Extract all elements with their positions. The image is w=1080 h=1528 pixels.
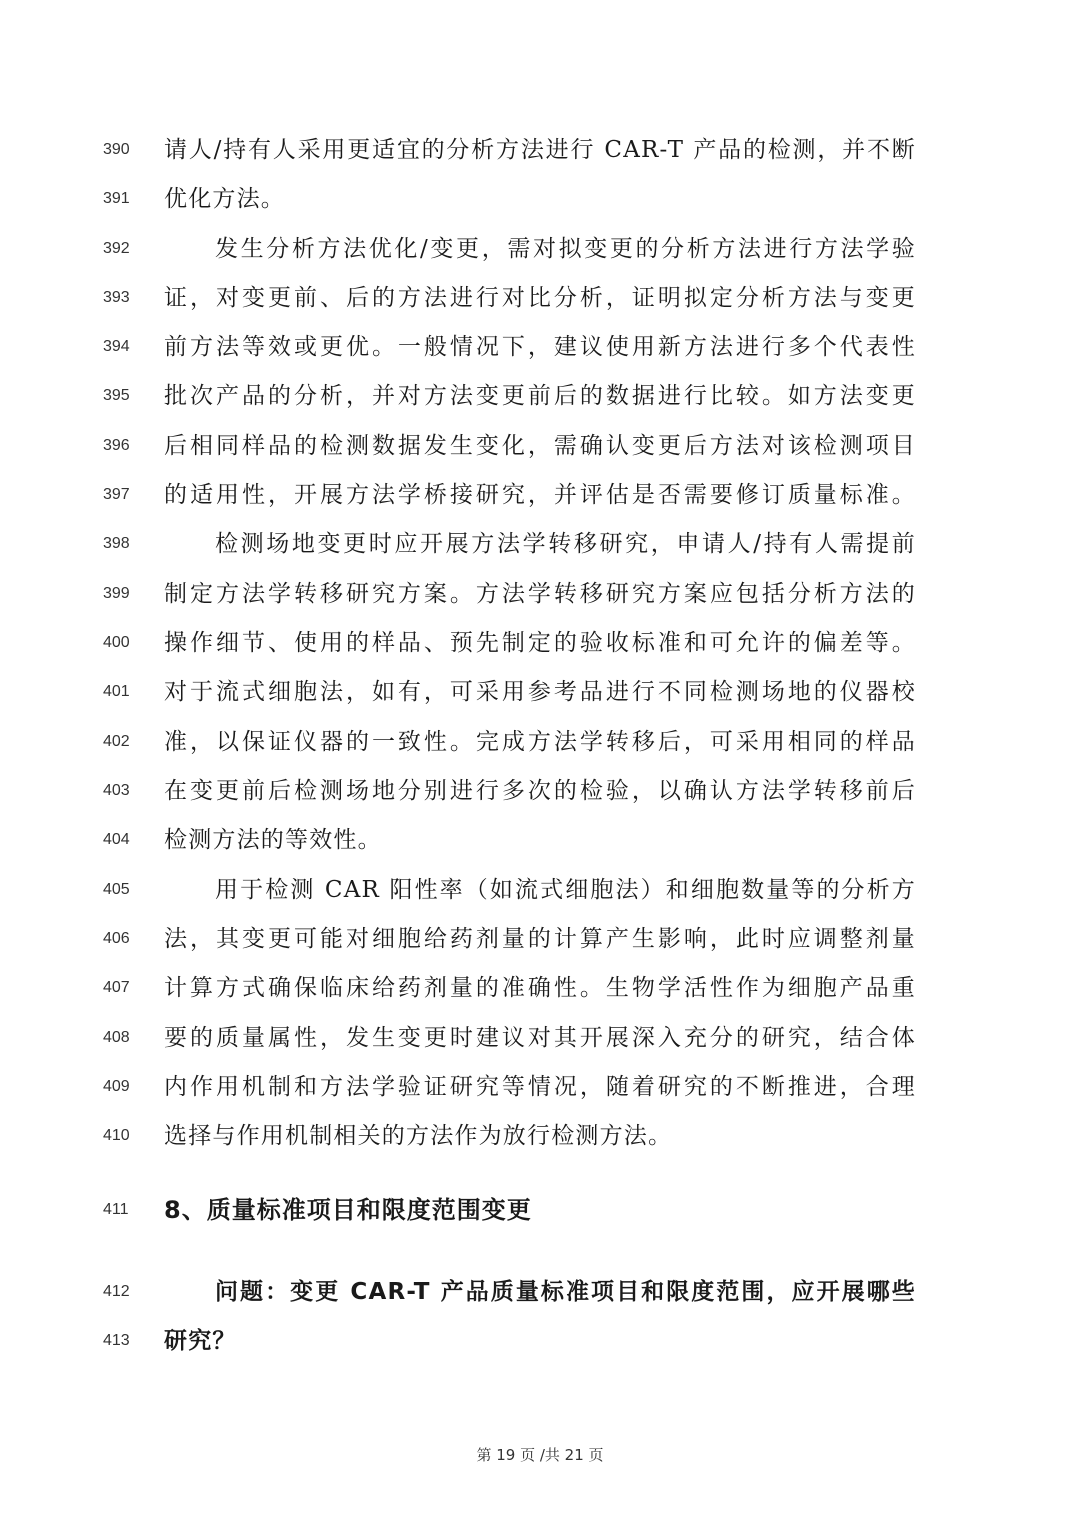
text-line	[0, 1018, 1080, 1058]
line-number: 395	[103, 387, 130, 404]
line-number: 401	[103, 683, 130, 700]
line-number: 412	[103, 1283, 130, 1300]
line-number: 413	[103, 1332, 130, 1349]
line-number: 405	[103, 881, 130, 898]
line-number: 397	[103, 486, 130, 503]
line-number: 394	[103, 338, 130, 355]
line-number: 406	[103, 930, 130, 947]
text-line	[0, 623, 1080, 663]
question-text: 问题：变更 CAR-T 产品质量标准项目和限度范围，应开展哪些	[215, 1279, 916, 1305]
line-number: 390	[103, 141, 130, 158]
line-text: 发生分析方法优化/变更，需对拟变更的分析方法进行方法学验	[215, 236, 916, 262]
line-number: 403	[103, 782, 130, 799]
line-text: 前方法等效或更优。一般情况下，建议使用新方法进行多个代表性	[164, 334, 916, 360]
line-number: 399	[103, 585, 130, 602]
question-line	[0, 1272, 1080, 1312]
text-line	[0, 919, 1080, 959]
line-text: 内作用机制和方法学验证研究等情况，随着研究的不断推进，合理	[164, 1074, 916, 1100]
text-line	[0, 722, 1080, 762]
line-text: 计算方式确保临床给药剂量的准确性。生物学活性作为细胞产品重	[164, 975, 916, 1001]
line-text: 在变更前后检测场地分别进行多次的检验，以确认方法学转移前后	[164, 778, 916, 804]
text-line	[0, 426, 1080, 466]
text-line	[0, 574, 1080, 614]
line-text: 制定方法学转移研究方案。方法学转移研究方案应包括分析方法的	[164, 581, 916, 607]
text-line	[0, 524, 1080, 564]
line-number: 391	[103, 190, 130, 207]
line-text: 证，对变更前、后的方法进行对比分析，证明拟定分析方法与变更	[164, 285, 916, 311]
line-number: 398	[103, 535, 130, 552]
line-text: 优化方法。	[164, 186, 285, 212]
question-text: 研究？	[164, 1328, 237, 1354]
line-text: 后相同样品的检测数据发生变化，需确认变更后方法对该检测项目	[164, 433, 916, 459]
line-text: 法，其变更可能对细胞给药剂量的计算产生影响，此时应调整剂量	[164, 926, 916, 952]
question-line	[0, 1321, 1080, 1361]
line-text: 的适用性，开展方法学桥接研究，并评估是否需要修订质量标准。	[164, 482, 916, 508]
line-text: 操作细节、使用的样品、预先制定的验收标准和可允许的偏差等。	[164, 630, 916, 656]
text-line	[0, 820, 1080, 860]
text-line	[0, 968, 1080, 1008]
line-text: 对于流式细胞法，如有，可采用参考品进行不同检测场地的仪器校	[164, 679, 916, 705]
text-line	[0, 771, 1080, 811]
line-text: 要的质量属性，发生变更时建议对其开展深入充分的研究，结合体	[164, 1025, 916, 1051]
text-line	[0, 376, 1080, 416]
line-number: 411	[103, 1201, 129, 1218]
line-number: 404	[103, 831, 130, 848]
text-line	[0, 179, 1080, 219]
line-number: 402	[103, 733, 130, 750]
text-line	[0, 327, 1080, 367]
line-text: 检测方法的等效性。	[164, 827, 382, 853]
line-number: 400	[103, 634, 130, 651]
line-number: 409	[103, 1078, 130, 1095]
text-line	[0, 1116, 1080, 1156]
page-footer: 第 19 页 /共 21 页	[476, 1446, 604, 1464]
text-line	[0, 229, 1080, 269]
text-line	[0, 130, 1080, 170]
text-line	[0, 1067, 1080, 1107]
line-text: 准，以保证仪器的一致性。完成方法学转移后，可采用相同的样品	[164, 729, 916, 755]
line-number: 396	[103, 437, 130, 454]
line-number: 410	[103, 1127, 130, 1144]
line-text: 选择与作用机制相关的方法作为放行检测方法。	[164, 1123, 673, 1149]
text-line	[0, 475, 1080, 515]
line-number: 393	[103, 289, 130, 306]
line-text: 检测场地变更时应开展方法学转移研究，申请人/持有人需提前	[215, 531, 916, 557]
line-text: 批次产品的分析，并对方法变更前后的数据进行比较。如方法变更	[164, 383, 916, 409]
text-line	[0, 278, 1080, 318]
section-heading-text: 8、质量标准项目和限度范围变更	[164, 1196, 532, 1224]
section-heading	[0, 1190, 1080, 1230]
line-number: 392	[103, 240, 130, 257]
text-line	[0, 672, 1080, 712]
line-number: 408	[103, 1029, 130, 1046]
text-line	[0, 870, 1080, 910]
line-number: 407	[103, 979, 130, 996]
line-text: 用于检测 CAR 阳性率（如流式细胞法）和细胞数量等的分析方	[215, 877, 916, 903]
line-text: 请人/持有人采用更适宜的分析方法进行 CAR-T 产品的检测，并不断	[164, 137, 916, 163]
